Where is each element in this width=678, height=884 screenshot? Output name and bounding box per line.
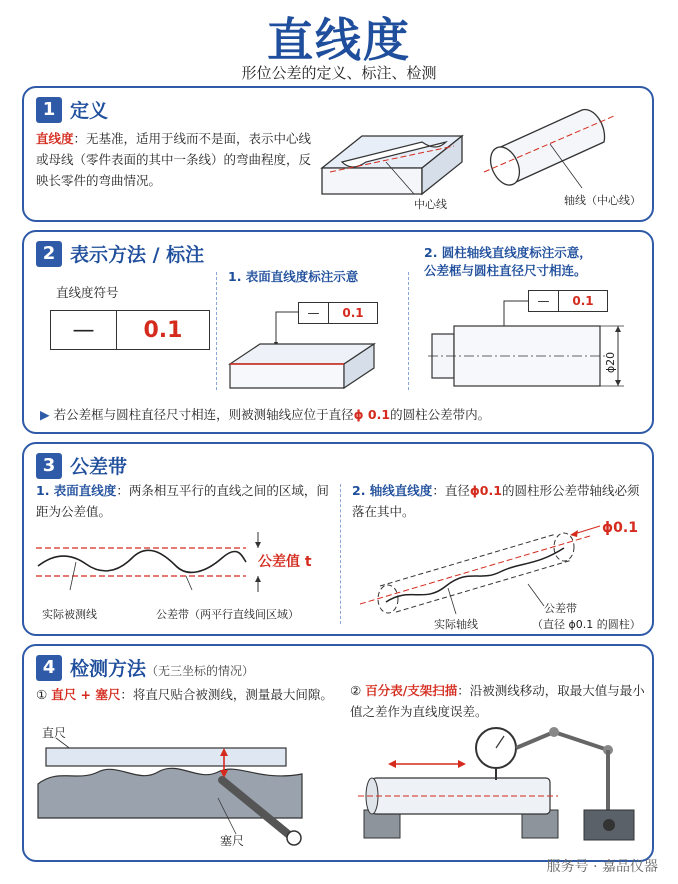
axis-zone-term: 2. 轴线直线度 (352, 483, 433, 498)
triangle-icon: ▶ (40, 407, 54, 422)
section-number: 4 (36, 655, 62, 681)
section-definition (22, 86, 654, 222)
straightness-symbol: — (529, 291, 559, 311)
axis-notation-title-1: 2. 圆柱轴线直线度标注示意， (424, 245, 592, 260)
section-header (36, 452, 127, 479)
section-number: 1 (36, 97, 62, 123)
band-label: 公差带（两平行直线间区域） (156, 608, 299, 621)
zone-detail-label: （直径 ϕ0.1 的圆柱） (532, 618, 641, 631)
axis-label: 轴线（中心线） (564, 194, 641, 207)
surface-zone-body: ：两条相互平行的直线之间的区域，间距为公差值。 (36, 483, 329, 519)
axis-zone-text (352, 480, 642, 522)
divider (216, 272, 217, 390)
ruler-feeler-diagram (38, 738, 328, 838)
shaft-illustration (428, 312, 628, 392)
definition-text (36, 128, 316, 191)
divider (408, 272, 409, 390)
section-inspection (22, 644, 654, 862)
notation-note (40, 404, 640, 425)
diameter-label: ϕ20 (604, 351, 618, 374)
section-number: 3 (36, 453, 62, 479)
feeler-label: 塞尺 (220, 834, 245, 848)
tolerance-value: 0.1 (143, 317, 183, 343)
section-header (36, 96, 108, 123)
grooved-block-illustration (322, 106, 462, 206)
note-suffix: 的圆柱公差带内。 (390, 407, 491, 422)
section-header (36, 654, 254, 681)
zone-label: 公差带 (544, 602, 577, 615)
measured-line-label: 实际被测线 (42, 608, 97, 621)
note-prefix: 若公差框与圆柱直径尺寸相连，则被测轴线应位于直径 (53, 407, 354, 422)
section-tolerance-zone (22, 442, 654, 636)
centerline-label: 中心线 (414, 198, 447, 211)
surface-notation-title: 1. 表面直线度标注示意 (228, 269, 359, 284)
phi-label: ϕ0.1 (602, 520, 638, 536)
axis-notation-title-2: 公差框与圆柱直径尺寸相连。 (424, 263, 587, 278)
axis-zone-value: ϕ0.1 (469, 483, 502, 498)
dial-indicator-diagram (358, 724, 648, 844)
method1-term: 直尺 + 塞尺 (51, 687, 121, 702)
section-number: 2 (36, 241, 62, 267)
method1-prefix: ① (36, 687, 48, 702)
definition-term: 直线度 (36, 131, 74, 146)
section-title (70, 654, 254, 681)
tolerance-value: 0.1 (572, 294, 594, 308)
method2-body: ：沿被测线移动，取最大值与最小值之差作为直线度误差。 (350, 683, 645, 719)
axis-tolerance-frame (528, 290, 608, 312)
section-title: 定义 (70, 100, 109, 122)
actual-axis-label: 实际轴线 (434, 618, 478, 631)
method2-text (350, 680, 646, 722)
block-illustration (224, 312, 384, 392)
straightness-symbol: — (51, 311, 117, 349)
note-value: ϕ 0.1 (353, 407, 391, 422)
method1-body: ：将直尺贴合被测线，测量最大间隙。 (120, 687, 333, 702)
tolerance-value: 0.1 (342, 306, 364, 320)
section-title-note: （无三坐标的情况） (146, 664, 255, 678)
cylinder-illustration (474, 102, 624, 192)
section-title: 表示方法 / 标注 (70, 244, 205, 266)
straightness-symbol: — (299, 303, 329, 323)
tolerance-value-label: 公差值 t (258, 554, 312, 570)
axis-zone-body-b: 的圆柱形公差带轴线必须落在其中。 (352, 483, 640, 519)
surface-zone-term: 1. 表面直线度 (36, 483, 117, 498)
definition-body: ：无基准，适用于线而不是面，表示中心线或母线（零件表面的其中一条线）的弯曲程度，反映长零件的弯曲情况。 (36, 131, 312, 188)
page-title: 直线度 (267, 13, 411, 67)
page-subtitle: 形位公差的定义、标注、检测 (241, 64, 437, 82)
surface-zone-diagram (36, 524, 266, 594)
section-title-text: 检测方法 (70, 658, 147, 680)
tolerance-frame (50, 310, 210, 350)
section-notation (22, 230, 654, 434)
method2-term: 百分表/支架扫描 (365, 683, 458, 698)
divider (340, 484, 341, 624)
symbol-label: 直线度符号 (56, 285, 119, 300)
section-header (36, 240, 204, 267)
ruler-label: 直尺 (42, 726, 67, 740)
method1-text (36, 684, 346, 705)
axis-zone-body-a: ：直径 (432, 483, 470, 498)
section-title: 公差带 (70, 456, 128, 478)
surface-zone-text (36, 480, 336, 522)
method2-prefix: ② (350, 683, 362, 698)
footer-text: 服务号 · 嘉品仪器 (546, 859, 658, 875)
